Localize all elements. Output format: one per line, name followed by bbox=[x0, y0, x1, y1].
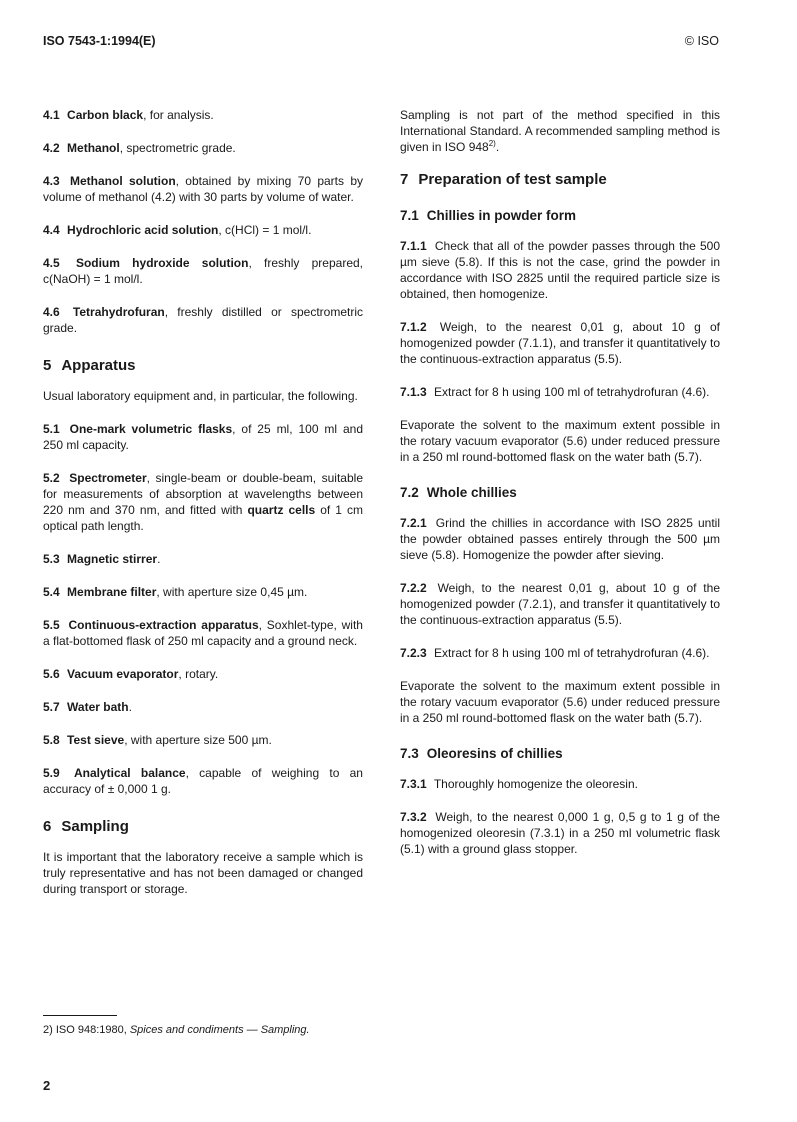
section-7-heading: 7 Preparation of test sample bbox=[400, 171, 607, 188]
section-6-paragraph: It is important that the laboratory receive a sample which is truly representative and has not been damaged or changed during transport or storage. bbox=[43, 850, 363, 896]
clause-7-1-2: 7.1.2 Weigh, to the nearest 0,01 g, about 10 g of homogenized powder (7.1.1), and transfer it quantitatively to the continuous-extraction apparatus (5.5). bbox=[400, 320, 720, 366]
subsection-7-3-heading: 7.3 Oleoresins of chillies bbox=[400, 746, 563, 761]
clause-7-1-3: 7.1.3 Extract for 8 h using 100 ml of tetrahydrofuran (4.6). bbox=[400, 385, 710, 399]
clause-5-4: 5.4 Membrane filter, with aperture size 0,45 µm. bbox=[43, 585, 308, 599]
footnote-reference: 2) bbox=[488, 139, 496, 148]
section-5-heading: 5 Apparatus bbox=[43, 357, 136, 374]
section-5-intro: Usual laboratory equipment and, in particular, the following. bbox=[43, 389, 358, 403]
clause-7-1-1: 7.1.1 Check that all of the powder passes through the 500 µm sieve (5.8). If this is not the case, grind the powder in accordance with ISO 2825 until the required particle size is obtained, then homogenize. bbox=[400, 239, 720, 301]
right-column bbox=[400, 107, 720, 874]
section-6-heading: 6 Sampling bbox=[43, 818, 129, 835]
footnote-divider bbox=[43, 1015, 117, 1016]
clause-7-1-3-continued: Evaporate the solvent to the maximum extent possible in the rotary vacuum evaporator (5.6) under reduced pressure in a 250 ml round-bottomed flask on the water bath (5.7). bbox=[400, 418, 720, 464]
clause-7-2-3-continued: Evaporate the solvent to the maximum extent possible in the rotary vacuum evaporator (5.6) under reduced pressure in a 250 ml round-bottomed flask on the water bath (5.7). bbox=[400, 679, 720, 725]
clause-5-9: 5.9 Analytical balance, capable of weighing to an accuracy of ± 0,000 1 g. bbox=[43, 766, 363, 796]
clause-4-3: 4.3 Methanol solution, obtained by mixing 70 parts by volume of methanol (4.2) with 30 parts by volume of water. bbox=[43, 174, 363, 204]
clause-4-2: 4.2 Methanol, spectrometric grade. bbox=[43, 141, 236, 155]
clause-5-7: 5.7 Water bath. bbox=[43, 700, 132, 714]
page-number: 2 bbox=[43, 1078, 51, 1093]
clause-5-8: 5.8 Test sieve, with aperture size 500 µm. bbox=[43, 733, 272, 747]
clause-5-1: 5.1 One-mark volumetric flasks, of 25 ml, 100 ml and 250 ml capacity. bbox=[43, 422, 363, 452]
clause-7-2-2: 7.2.2 Weigh, to the nearest 0,01 g, about 10 g of the homogenized powder (7.2.1), and transfer it quantitatively to the continuous-extraction apparatus (5.5). bbox=[400, 581, 720, 627]
subsection-7-1-heading: 7.1 Chillies in powder form bbox=[400, 208, 577, 223]
clause-5-3: 5.3 Magnetic stirrer. bbox=[43, 552, 161, 566]
clause-5-5: 5.5 Continuous-extraction apparatus, Soxhlet-type, with a flat-bottomed flask of 250 ml capacity and a ground neck. bbox=[43, 618, 363, 648]
page-header-copyright: © ISO bbox=[684, 34, 719, 48]
section-6-continued: Sampling is not part of the method specified in this International Standard. A recommended sampling method is given in ISO 948$^{2)}$. bbox=[400, 108, 720, 154]
page-header-standard: ISO 7543-1:1994(E) bbox=[43, 34, 156, 48]
clause-7-3-1: 7.3.1 Thoroughly homogenize the oleoresin. bbox=[400, 777, 638, 791]
clause-4-6: 4.6 Tetrahydrofuran, freshly distilled or spectrometric grade. bbox=[43, 305, 363, 335]
clause-7-2-3: 7.2.3 Extract for 8 h using 100 ml of tetrahydrofuran (4.6). bbox=[400, 646, 710, 660]
clause-4-5: 4.5 Sodium hydroxide solution, freshly prepared, c(NaOH) = 1 mol/l. bbox=[43, 256, 363, 286]
clause-5-2: 5.2 Spectrometer, single-beam or double-beam, suitable for measurements of absorption at wavelengths between 220 nm and 370 nm, and fitted with quartz cells of 1 cm optical path length. bbox=[43, 471, 363, 533]
clause-5-6: 5.6 Vacuum evaporator, rotary. bbox=[43, 667, 219, 681]
left-column bbox=[43, 107, 363, 914]
clause-4-1: 4.1 Carbon black, for analysis. bbox=[43, 108, 214, 122]
clause-7-2-1: 7.2.1 Grind the chillies in accordance with ISO 2825 until the powder obtained passes entirely through the 500 µm sieve (5.8). Homogenize the powder after sieving. bbox=[400, 516, 721, 562]
clause-7-3-2: 7.3.2 Weigh, to the nearest 0,000 1 g, 0,5 g to 1 g of the homogenized oleoresin (7.3.1) in a 250 ml volumetric flask (5.1) with a ground glass stopper. bbox=[400, 810, 720, 856]
clause-4-4: 4.4 Hydrochloric acid solution, c(HCl) = 1 mol/l. bbox=[43, 223, 312, 237]
footnote: 2) ISO 948:1980, Spices and condiments — Sampling. bbox=[43, 1024, 310, 1036]
subsection-7-2-heading: 7.2 Whole chillies bbox=[400, 485, 517, 500]
